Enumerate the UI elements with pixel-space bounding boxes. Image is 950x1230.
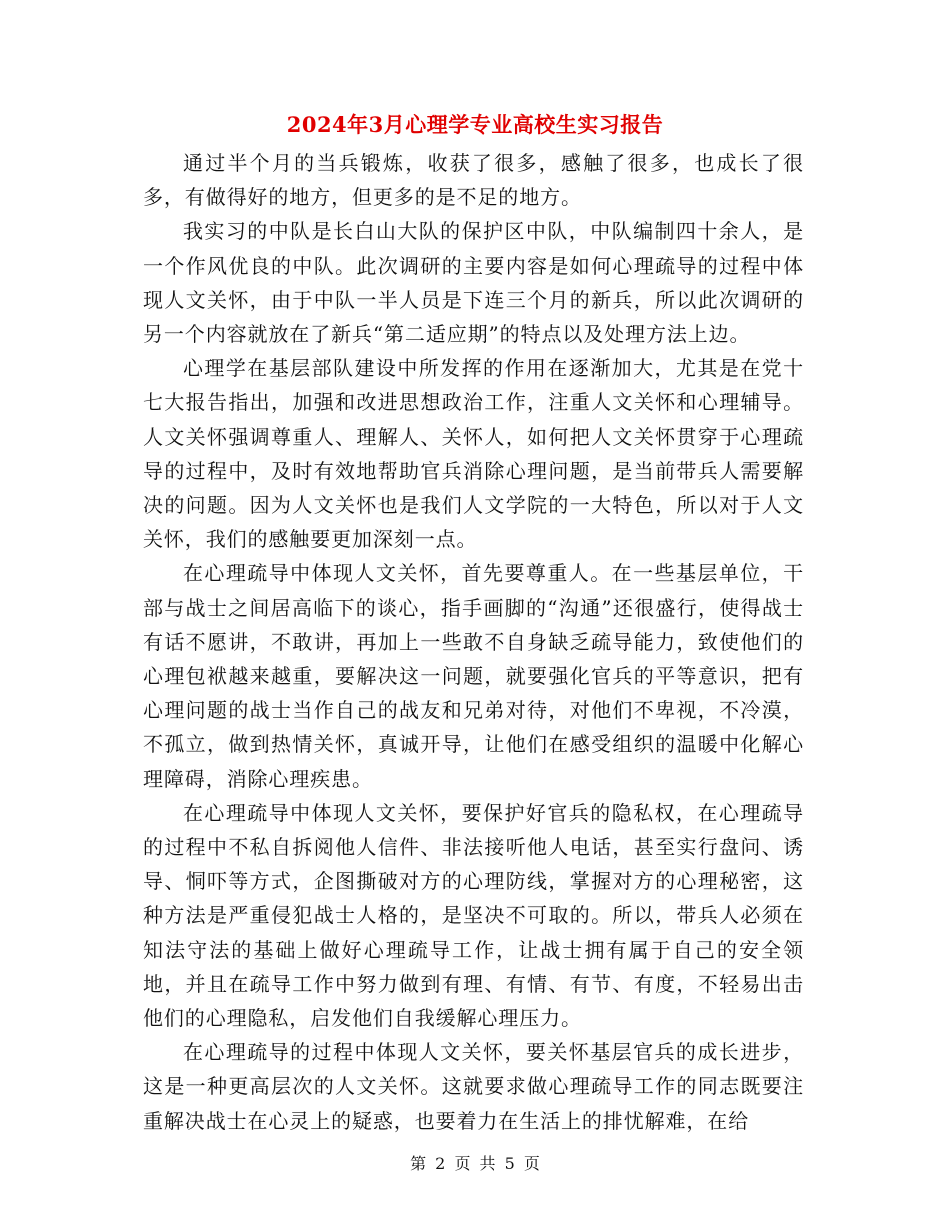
paragraph-2: 我实习的中队是长白山大队的保护区中队，中队编制四十余人，是一个作风优良的中队。此次调研的主要内容是如何心理疏导的过程中体现人文关怀，由于中队一半人员是下连三个月的新兵，所以此次调研的另一个内容就放在了新兵“第二适应期”的特点以及处理方法上边。 xyxy=(143,219,804,347)
page-footer: 第 2 页 共 5 页 xyxy=(410,1154,540,1173)
paragraph-6: 在心理疏导的过程中体现人文关怀，要关怀基层官兵的成长进步，这是一种更高层次的人文关怀。这就要求做心理疏导工作的同志既要注重解决战士在心灵上的疑惑，也要着力在生活上的排忧解难，在给 xyxy=(143,1040,804,1133)
paragraph-1: 通过半个月的当兵锻炼，收获了很多，感触了很多，也成长了很多，有做得好的地方，但更多的是不足的地方。 xyxy=(143,151,804,210)
document-body xyxy=(143,146,804,1138)
paragraph-4: 在心理疏导中体现人文关怀，首先要尊重人。在一些基层单位，干部与战士之间居高临下的谈心，指手画脚的“沟通”还很盛行，使得战士有话不愿讲，不敢讲，再加上一些敢不自身缺乏疏导能力，致使他们的心理包袱越来越重，要解决这一问题，就要强化官兵的平等意识，把有心理问题的战士当作自己的战友和兄弟对待，对他们不卑视，不冷漠，不孤立，做到热情关怀，真诚开导，让他们在感受组织的温暖中化解心理障碍，消除心理疾患。 xyxy=(143,561,804,791)
page-title: 2024年3月心理学专业高校生实习报告 xyxy=(286,112,664,137)
paragraph-3: 心理学在基层部队建设中所发挥的作用在逐渐加大，尤其是在党十七大报告指出，加强和改进思想政治工作，注重人文关怀和心理辅导。人文关怀强调尊重人、理解人、关怀人，如何把人文关怀贯穿于心理疏导的过程中，及时有效地帮助官兵消除心理问题，是当前带兵人需要解决的问题。因为人文关怀也是我们人文学院的一大特色，所以对于人文关怀，我们的感触要更加深刻一点。 xyxy=(143,356,804,552)
paragraph-5: 在心理疏导中体现人文关怀，要保护好官兵的隐私权，在心理疏导的过程中不私自拆阅他人信件、非法接听他人电话，甚至实行盘问、诱导、恫吓等方式，企图撕破对方的心理防线，掌握对方的心理秘密，这种方法是严重侵犯战士人格的，是坚决不可取的。所以，带兵人必须在知法守法的基础上做好心理疏导工作，让战士拥有属于自己的安全领地，并且在疏导工作中努力做到有理、有情、有节、有度，不轻易出击他们的心理隐私，启发他们自我缓解心理压力。 xyxy=(143,800,804,1031)
